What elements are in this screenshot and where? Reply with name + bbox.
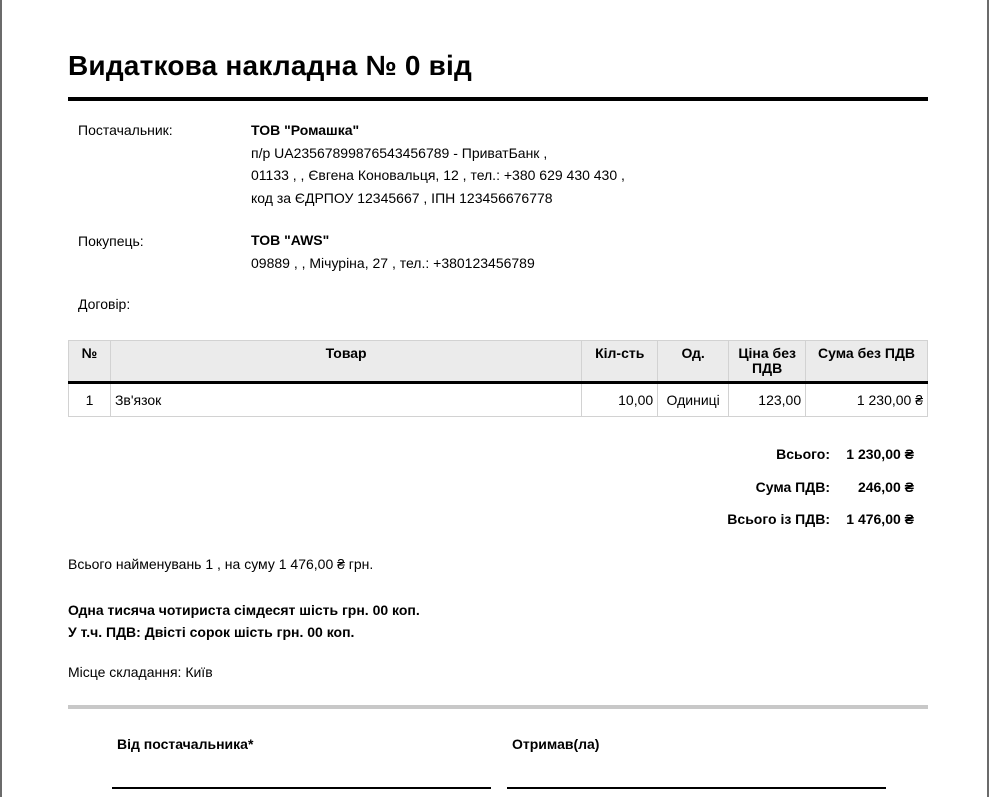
title-divider — [68, 97, 928, 101]
buyer-label: Покупець: — [78, 233, 144, 249]
vat-label: Сума ПДВ: — [755, 478, 830, 495]
amount-in-words — [68, 599, 420, 643]
header-unit: Од. — [658, 341, 729, 383]
total-label: Всього: — [776, 446, 830, 462]
vat-value: 246,00 ₴ — [857, 478, 914, 495]
supplier-signature-line — [112, 787, 491, 789]
supplier-address: 01133 , , Євгена Коновальця, 12 , тел.: +380 629 430 430 , — [251, 167, 625, 183]
receiver-signature-label: Отримав(ла) — [512, 736, 600, 752]
totals-block — [727, 440, 914, 538]
supplier-signature-label: Від постачальника* — [117, 736, 254, 752]
supplier-codes: код за ЄДРПОУ 12345667 , ІПН 123456676778 — [251, 189, 553, 206]
table-row — [69, 383, 928, 417]
table-header-row — [69, 341, 928, 383]
header-number: № — [69, 341, 111, 383]
place-of-issue: Місце складання: Київ — [68, 664, 213, 680]
supplier-details — [251, 119, 625, 209]
buyer-name: ТОВ "AWS" — [251, 232, 330, 248]
items-table — [68, 340, 928, 417]
buyer-details — [251, 229, 535, 274]
header-sum: Сума без ПДВ — [806, 341, 928, 383]
vat-row — [727, 473, 914, 506]
row-price: 123,00 — [729, 383, 806, 417]
total-row — [727, 440, 914, 473]
header-price: Ціна без ПДВ — [729, 341, 806, 383]
header-product: Товар — [110, 341, 581, 383]
vat-words-line: У т.ч. ПДВ: Двісті сорок шість грн. 00 коп. — [68, 624, 355, 640]
supplier-label: Постачальник: — [78, 122, 173, 138]
supplier-name: ТОВ "Ромашка" — [251, 122, 360, 138]
total-value: 1 230,00 ₴ — [846, 446, 914, 462]
total-with-vat-value: 1 476,00 ₴ — [846, 511, 914, 527]
amount-words-line: Одна тисяча чотириста сімдесят шість грн. 00 коп. — [68, 602, 420, 618]
document-title: Видаткова накладна № 0 від — [68, 50, 472, 81]
signature-divider — [68, 705, 928, 709]
items-summary: Всього найменувань 1 , на суму 1 476,00 ₴ грн. — [68, 556, 374, 572]
contract-label: Договір: — [78, 296, 131, 312]
row-unit: Одиниці — [658, 383, 729, 417]
row-sum: 1 230,00 ₴ — [806, 383, 928, 417]
supplier-account: п/р UA235678998765434567​89 - ПриватБанк , — [251, 144, 548, 161]
row-quantity: 10,00 — [582, 383, 658, 417]
row-number: 1 — [69, 383, 111, 417]
row-product: Зв'язок — [110, 383, 581, 417]
header-quantity: Кіл-сть — [582, 341, 658, 383]
total-with-vat-label: Всього із ПДВ: — [727, 511, 830, 527]
total-with-vat-row — [727, 505, 914, 538]
buyer-address: 09889 , , Мічуріна, 27 , тел.: +380123456789 — [251, 254, 535, 271]
receiver-signature-line — [507, 787, 886, 789]
